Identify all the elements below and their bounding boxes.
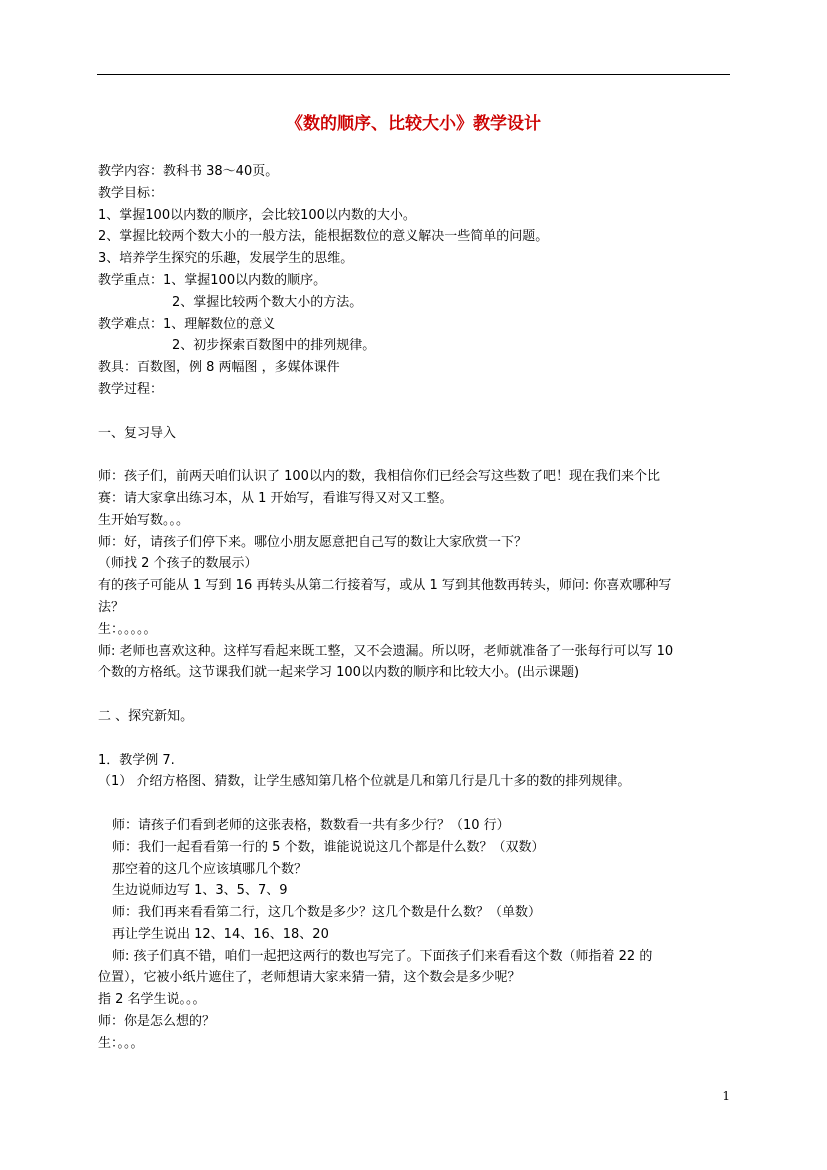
paragraph-line: 生开始写数。。。 xyxy=(98,512,190,528)
paragraph-line: 2、掌握比较两个数大小的方法。 xyxy=(172,294,363,310)
paragraph-line: 生边说师边写 1、3、5、7、9 xyxy=(112,883,288,899)
page-number: 1 xyxy=(722,1089,730,1103)
paragraph-line: 3、培养学生探究的乐趣，发展学生的思维。 xyxy=(98,251,354,267)
paragraph-line: 教学目标： xyxy=(98,185,164,201)
paragraph-line: （师找 2 个孩子的数展示） xyxy=(98,556,258,572)
paragraph-line: 教学内容：教科书 38～40页。 xyxy=(98,164,279,179)
paragraph-line: 师：我们再来看看第二行，这几个数是多少？这几个数是什么数？（单数） xyxy=(112,905,542,921)
paragraph-line: 师：我们一起看看第一行的 5 个数，谁能说说这几个都是什么数？（双数） xyxy=(112,839,545,855)
paragraph-line: 2、初步探索百数图中的排列规律。 xyxy=(172,338,376,354)
paragraph-line: 赛：请大家拿出练习本，从 1 开始写，看谁写得又对又工整。 xyxy=(98,490,453,506)
paragraph-line: （1） 介绍方格图、猜数，让学生感知第几格个位就是几和第几行是几十多的数的排列规律。 xyxy=(98,774,631,790)
paragraph-line: 生：。。。。。 xyxy=(98,621,157,637)
blank-line xyxy=(98,728,738,750)
paragraph-line: 法？ xyxy=(98,599,125,615)
blank-line xyxy=(98,401,738,423)
paragraph-line: 师：好，请孩子们停下来。哪位小朋友愿意把自己写的数让大家欣赏一下？ xyxy=(98,534,528,550)
header-rule xyxy=(97,74,730,75)
paragraph-line: 师：孩子们，前两天咱们认识了 100以内的数，我相信你们已经会写这些数了吧！现在我们来个比 xyxy=(98,469,660,485)
paragraph-line: 1．教学例 7. xyxy=(98,752,175,768)
paragraph-line: 师：你是怎么想的？ xyxy=(98,1014,216,1030)
paragraph-line: 师：请孩子们看到老师的这张表格，数数看一共有多少行？（10 行） xyxy=(112,817,510,833)
paragraph-line: 教学难点：1、理解数位的意义 xyxy=(98,316,276,332)
paragraph-line: 师: 老师也喜欢这种。这样写看起来既工整，又不会遗漏。所以呀，老师就准备了一张每行可以写 10 xyxy=(98,643,674,659)
paragraph-line: 再让学生说出 12、14、16、18、20 xyxy=(112,926,329,942)
document-title: 《数的顺序、比较大小》教学设计 xyxy=(286,114,541,134)
paragraph-line: 师: 孩子们真不错，咱们一起把这两行的数也写完了。下面孩子们来看看这个数（师指着 22 的 xyxy=(112,948,653,964)
paragraph-line: 教具：百数图，例 8 两幅图 ，多媒体课件 xyxy=(98,360,340,376)
paragraph-line: 教学过程： xyxy=(98,381,164,397)
paragraph-line: 1、掌握100以内数的顺序，会比较100以内数的大小。 xyxy=(98,207,416,223)
paragraph-line: 二 、探究新知。 xyxy=(98,708,194,724)
document-body xyxy=(98,161,738,1055)
paragraph-line: 那空着的这几个应该填哪几个数？ xyxy=(112,861,308,877)
paragraph-line: 2、掌握比较两个数大小的一般方法，能根据数位的意义解决一些简单的问题。 xyxy=(98,229,549,245)
blank-line xyxy=(98,793,738,815)
paragraph-line: 生：。。。 xyxy=(98,1035,144,1051)
blank-line xyxy=(98,444,738,466)
paragraph-line: 个数的方格纸。这节课我们就一起来学习 100以内数的顺序和比较大小。(出示课题) xyxy=(98,665,580,681)
paragraph-line: 一、复习导入 xyxy=(98,425,177,441)
paragraph-line: 有的孩子可能从 1 写到 16 再转头从第二行接着写，或从 1 写到其他数再转头，师问: 你喜欢哪种写 xyxy=(98,578,672,594)
paragraph-line: 指 2 名学生说。。。 xyxy=(98,992,206,1008)
paragraph-line: 教学重点：1、掌握100以内数的顺序。 xyxy=(98,272,327,288)
blank-line xyxy=(98,684,738,706)
paragraph-line: 位置），它被小纸片遮住了，老师想请大家来猜一猜，这个数会是多少呢？ xyxy=(98,970,521,986)
